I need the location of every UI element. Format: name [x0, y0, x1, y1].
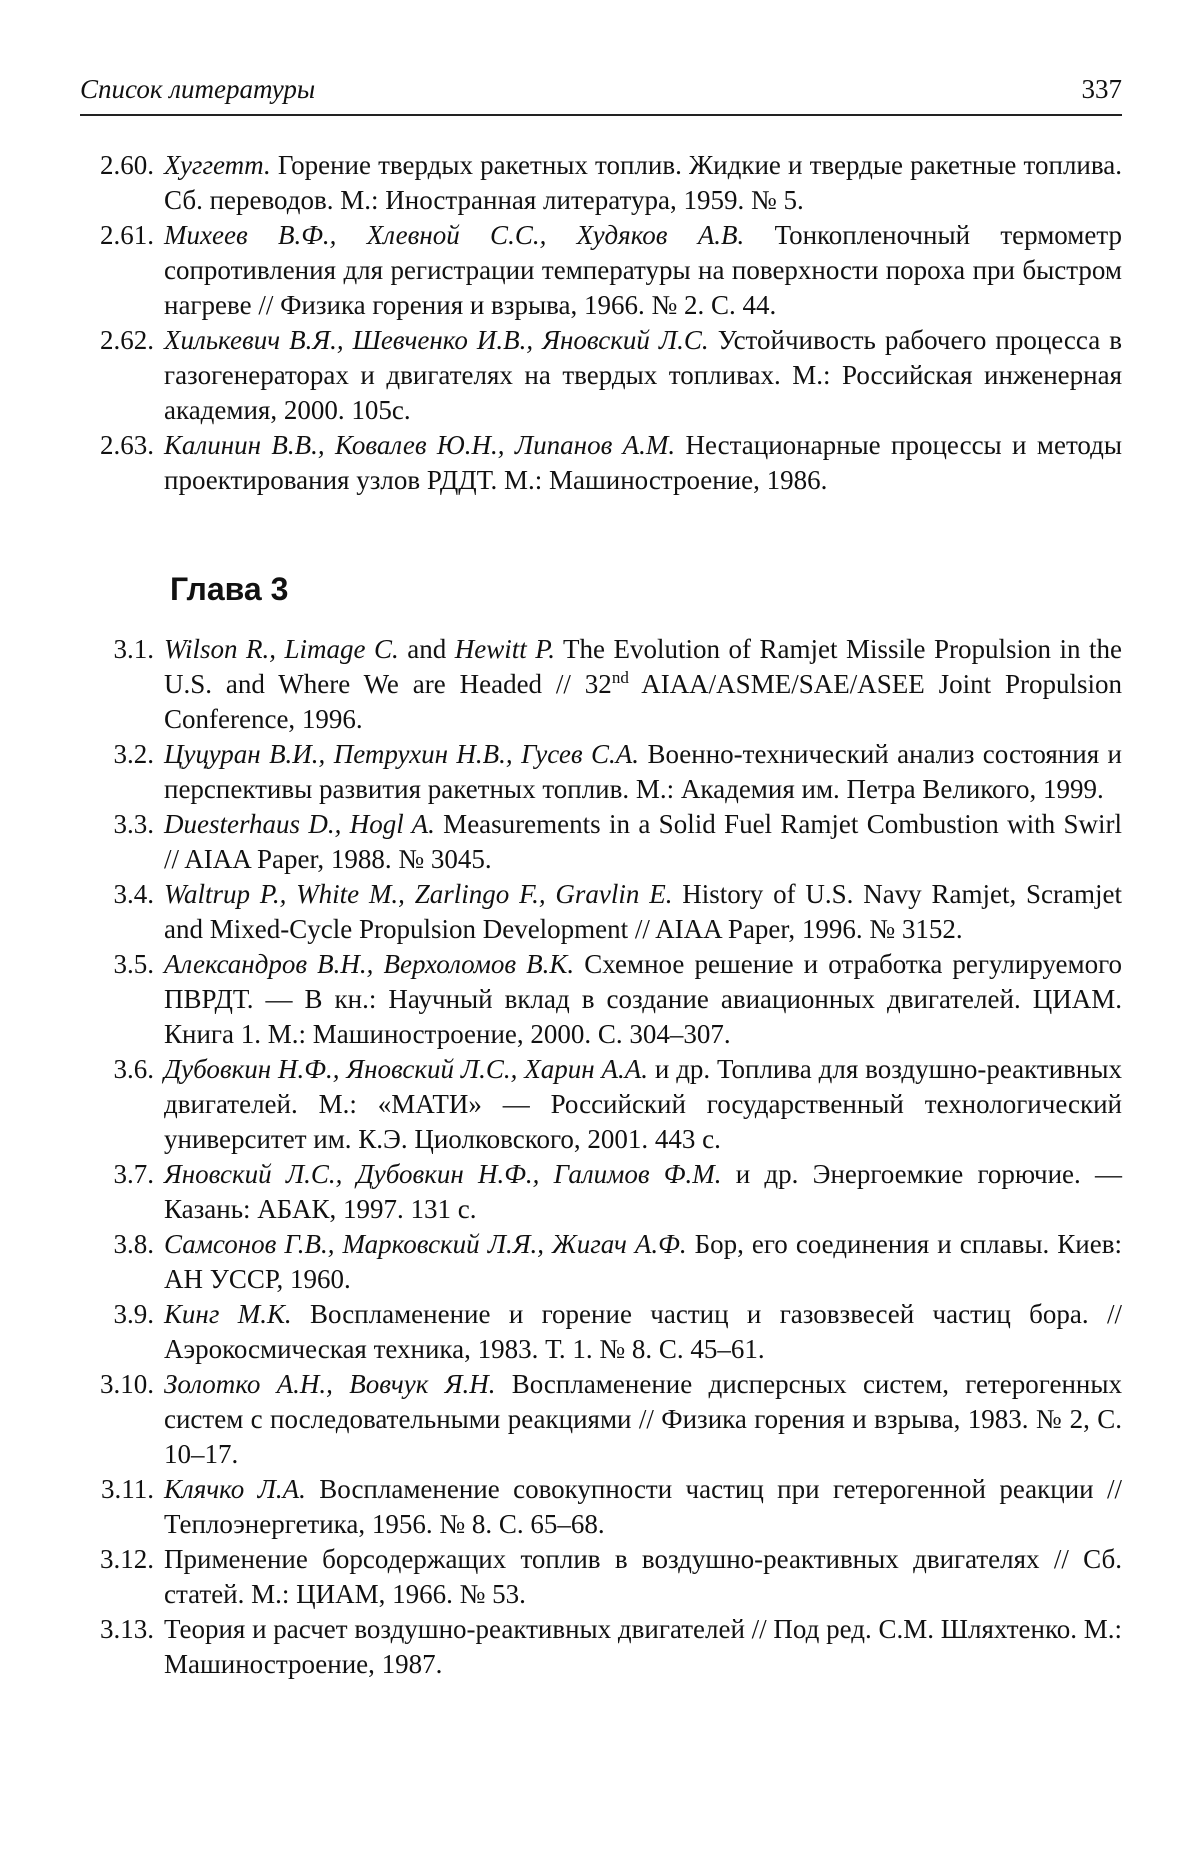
reference-authors-extra: Hewitt P.: [454, 634, 556, 664]
reference-description: Бор, его соединения и сплавы. Киев: АН УССР, 1960.: [164, 1229, 1122, 1294]
reference-authors: Duesterhaus D., Hogl A.: [164, 809, 435, 839]
reference-number: 3.13.: [100, 1614, 154, 1644]
reference-text: [164, 1612, 1122, 1682]
reference-list-chapter-3: [80, 632, 1122, 1682]
reference-number: 3.1.: [113, 634, 154, 664]
reference-text: [164, 1227, 1122, 1297]
reference-text: [164, 148, 1122, 218]
reference-authors: Waltrup P., White M., Zarlingo F., Gravlin E.: [164, 879, 673, 909]
reference-description: Тонкопленочный термометр сопротивления для регистрации температуры на поверхности пороха при быстром нагреве // Физика горения и взрыва, 1966. № 2. С. 44.: [164, 220, 1122, 320]
reference-number: 3.6.: [113, 1054, 154, 1084]
reference-text: [164, 1297, 1122, 1367]
reference-text: [164, 632, 1122, 737]
reference-description: Схемное решение и отработка регулируемого ПВРДТ. — В кн.: Научный вклад в создание авиационных двигателей. ЦИАМ. Книга 1. М.: Машиностроение, 2000. С. 304–307.: [164, 949, 1122, 1049]
reference-text: [164, 877, 1122, 947]
reference-item: [80, 877, 1122, 947]
reference-conjunction: and: [398, 634, 455, 664]
reference-authors: Хилькевич В.Я., Шевченко И.В., Яновский Л.С.: [164, 325, 709, 355]
reference-number: 2.60.: [100, 150, 154, 180]
reference-description: The Evolution of Ramjet Missile Propulsion in the U.S. and Where We are Headed // 32: [164, 634, 1122, 699]
reference-description-tail: AIAA/ASME/SAE/ASEE Joint Propulsion Conference, 1996.: [164, 669, 1122, 734]
reference-item: [80, 1612, 1122, 1682]
reference-text: [164, 807, 1122, 877]
page-number: 337: [1081, 74, 1122, 104]
reference-number: 2.62.: [100, 325, 154, 355]
reference-authors: Wilson R., Limage C.: [164, 634, 399, 664]
reference-description: Теория и расчет воздушно-реактивных двигателей // Под ред. С.М. Шляхтенко. М.: Машиностроение, 1987.: [164, 1614, 1122, 1679]
reference-text: [164, 1052, 1122, 1157]
reference-number: 3.12.: [100, 1544, 154, 1574]
reference-authors: Яновский Л.С., Дубовкин Н.Ф., Галимов Ф.М.: [164, 1159, 722, 1189]
reference-authors: Клячко Л.А.: [164, 1474, 306, 1504]
reference-description: Нестационарные процессы и методы проектирования узлов РДДТ. М.: Машиностроение, 1986.: [164, 430, 1122, 495]
reference-authors: Самсонов Г.В., Марковский Л.Я., Жигач А.Ф.: [164, 1229, 687, 1259]
reference-text: [164, 1542, 1122, 1612]
reference-text: [164, 1367, 1122, 1472]
reference-text: [164, 323, 1122, 428]
reference-number: 3.8.: [113, 1229, 154, 1259]
reference-authors: Цуцуран В.И., Петрухин Н.В., Гусев С.А.: [164, 739, 640, 769]
reference-text: [164, 428, 1122, 498]
running-head-title: Список литературы: [80, 74, 316, 104]
reference-authors: Кинг М.К.: [164, 1299, 292, 1329]
reference-description: Устойчивость рабочего процесса в газогенераторах и двигателях на твердых топливах. М.: Российская инженерная академия, 2000. 105с.: [164, 325, 1122, 425]
reference-text: [164, 737, 1122, 807]
reference-text: [164, 1157, 1122, 1227]
reference-number: 3.4.: [113, 879, 154, 909]
reference-text: [164, 1472, 1122, 1542]
reference-item: [80, 1367, 1122, 1472]
reference-item: [80, 947, 1122, 1052]
reference-description: Measurements in a Solid Fuel Ramjet Combustion with Swirl // AIAA Paper, 1988. № 3045.: [164, 809, 1122, 874]
running-head: [80, 70, 1122, 116]
reference-number: 3.9.: [113, 1299, 154, 1329]
reference-description: и др. Энергоемкие горючие. — Казань: АБАК, 1997. 131 с.: [164, 1159, 1123, 1224]
reference-item: [80, 148, 1122, 218]
reference-text: [164, 947, 1122, 1052]
reference-list-chapter-2: [80, 148, 1122, 498]
reference-number: 3.5.: [113, 949, 154, 979]
chapter-heading: Глава 3: [170, 571, 289, 607]
reference-item: [80, 1472, 1122, 1542]
reference-description: Применение борсодержащих топлив в воздушно-реактивных двигателях // Сб. статей. М.: ЦИАМ, 1966. № 53.: [164, 1544, 1122, 1609]
reference-item: [80, 1227, 1122, 1297]
reference-description: Горение твердых ракетных топлив. Жидкие и твердые ракетные топлива. Сб. переводов. М.: Иностранная литература, 1959. № 5.: [164, 150, 1122, 215]
reference-number: 3.7.: [113, 1159, 154, 1189]
reference-description: Воспламенение совокупности частиц при гетерогенной реакции // Теплоэнергетика, 1956. № 8. С. 65–68.: [164, 1474, 1122, 1539]
reference-number: 3.3.: [113, 809, 154, 839]
reference-number: 3.2.: [113, 739, 154, 769]
reference-description: Воспламенение дисперсных систем, гетерогенных систем с последовательными реакциями // Физика горения и взрыва, 1983. № 2, С. 10–17.: [164, 1369, 1122, 1469]
reference-item: [80, 807, 1122, 877]
reference-description: Военно-технический анализ состояния и перспективы развития ракетных топлив. М.: Академия им. Петра Великого, 1999.: [164, 739, 1122, 804]
reference-authors: Александров В.Н., Верхоломов В.К.: [164, 949, 575, 979]
reference-item: [80, 218, 1122, 323]
reference-authors: Хуггетт.: [164, 150, 271, 180]
reference-description: и др. Топлива для воздушно-реактивных двигателей. М.: «МАТИ» — Российский государственный технологический университет им. К.Э. Циолковского, 2001. 443 с.: [164, 1054, 1122, 1154]
reference-number: 3.10.: [100, 1369, 154, 1399]
reference-description: Воспламенение и горение частиц и газовзвесей частиц бора. // Аэрокосмическая техника, 1983. Т. 1. № 8. С. 45–61.: [164, 1299, 1123, 1364]
reference-item: [80, 1052, 1122, 1157]
reference-item: [80, 323, 1122, 428]
reference-item: [80, 1297, 1122, 1367]
reference-authors: Калинин В.В., Ковалев Ю.Н., Липанов А.М.: [164, 430, 676, 460]
reference-item: [80, 1157, 1122, 1227]
reference-text: [164, 218, 1122, 323]
reference-item: [80, 428, 1122, 498]
reference-item: [80, 737, 1122, 807]
reference-number: 2.61.: [100, 220, 154, 250]
reference-item: [80, 632, 1122, 737]
reference-item: [80, 1542, 1122, 1612]
reference-authors: Золотко А.Н., Вовчук Я.Н.: [164, 1369, 496, 1399]
reference-authors: Михеев В.Ф., Хлевной С.С., Худяков А.В.: [164, 220, 745, 250]
reference-number: 2.63.: [100, 430, 154, 460]
reference-authors: Дубовкин Н.Ф., Яновский Л.С., Харин А.А.: [164, 1054, 648, 1084]
reference-description: History of U.S. Navy Ramjet, Scramjet and Mixed-Cycle Propulsion Development // AIAA Paper, 1996. № 3152.: [164, 879, 1122, 944]
reference-number: 3.11.: [101, 1474, 154, 1504]
ordinal-superscript: nd: [611, 668, 629, 687]
